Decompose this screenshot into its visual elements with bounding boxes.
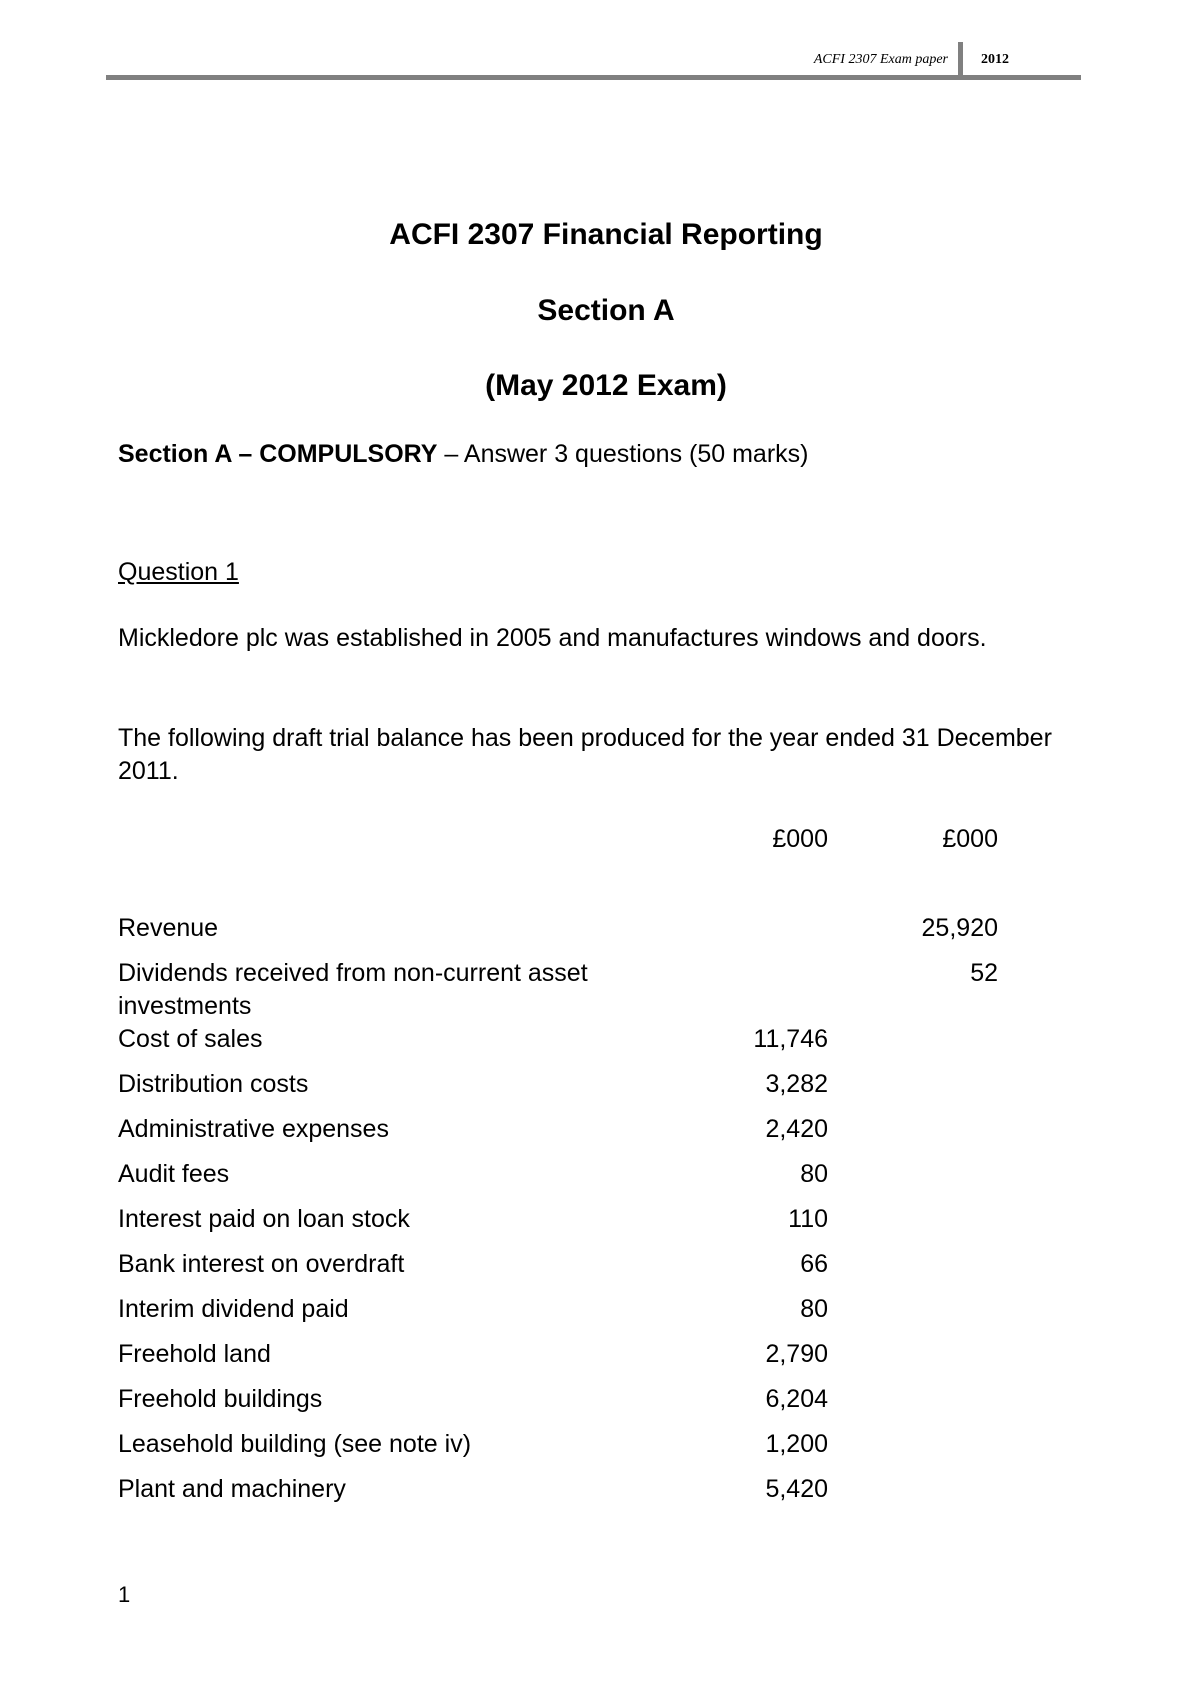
row-debit-value: 2,790: [765, 1340, 828, 1368]
row-label: Cost of sales: [118, 1025, 263, 1053]
page-header: [106, 42, 1081, 82]
row-label: Audit fees: [118, 1160, 230, 1188]
row-credit-value: [828, 1023, 998, 1068]
table-row: [118, 1023, 998, 1068]
row-credit-value: [828, 1293, 998, 1338]
row-debit-value: 66: [800, 1250, 828, 1278]
row-credit-value: [828, 1473, 998, 1518]
debit-column-header: £000: [772, 825, 828, 853]
row-label: Interest paid on loan stock: [118, 1205, 410, 1233]
row-credit-value: 52: [970, 959, 998, 987]
table-row: [118, 1248, 998, 1293]
row-label: Freehold buildings: [118, 1385, 323, 1413]
row-label: Leasehold building (see note iv): [118, 1430, 472, 1458]
header-separator: [958, 42, 963, 76]
table-row: [118, 1068, 998, 1113]
table-row: [118, 1473, 998, 1518]
table-row: [118, 1113, 998, 1158]
table-row: [118, 1158, 998, 1203]
table-row: [118, 1293, 998, 1338]
table-row: [118, 912, 998, 957]
row-label: Revenue: [118, 914, 219, 942]
row-credit-value: [828, 1158, 998, 1203]
header-year: 2012: [981, 52, 1009, 67]
section-title: Section A: [537, 294, 675, 327]
document-title: ACFI 2307 Financial Reporting: [389, 218, 823, 251]
row-label: Distribution costs: [118, 1070, 309, 1098]
row-label: Administrative expenses: [118, 1115, 389, 1143]
row-credit-value: [828, 1338, 998, 1383]
row-label: Bank interest on overdraft: [118, 1250, 405, 1278]
row-credit-value: [828, 1383, 998, 1428]
table-row: [118, 1428, 998, 1473]
row-debit-value: [698, 912, 828, 957]
table-row: [118, 1338, 998, 1383]
table-row: [118, 957, 998, 1023]
question-heading: Question 1: [118, 558, 239, 586]
row-label: Interim dividend paid: [118, 1295, 349, 1323]
row-credit-value: [828, 1203, 998, 1248]
section-instructions-bold: Section A – COMPULSORY: [118, 440, 438, 468]
header-title: ACFI 2307 Exam paper: [813, 52, 948, 67]
row-credit-value: 25,920: [921, 914, 998, 942]
row-debit-value: 1,200: [765, 1430, 828, 1458]
row-debit-value: [698, 957, 828, 1023]
header-rule: [106, 75, 1081, 80]
row-debit-value: 5,420: [765, 1475, 828, 1503]
section-instructions-rest: – Answer 3 questions (50 marks): [437, 440, 809, 468]
row-debit-value: 110: [788, 1205, 828, 1233]
row-credit-value: [828, 1113, 998, 1158]
row-debit-value: 80: [800, 1160, 828, 1188]
row-credit-value: [828, 1428, 998, 1473]
exam-title: (May 2012 Exam): [485, 369, 727, 402]
row-label: Freehold land: [118, 1340, 271, 1368]
row-debit-value: 80: [800, 1295, 828, 1323]
row-debit-value: 3,282: [765, 1070, 828, 1098]
section-instructions: [118, 440, 808, 469]
trial-balance-table: [118, 912, 998, 1518]
row-debit-value: 6,204: [765, 1385, 828, 1413]
row-label: Plant and machinery: [118, 1475, 346, 1503]
trial-balance-intro: The following draft trial balance has been produced for the year ended 31 December 2011.: [118, 724, 1052, 785]
row-debit-value: 2,420: [765, 1115, 828, 1143]
table-row: [118, 1383, 998, 1428]
credit-column-header: £000: [942, 825, 998, 853]
row-label: Dividends received from non-current asset investments: [118, 959, 588, 1020]
row-credit-value: [828, 1248, 998, 1293]
row-debit-value: 11,746: [753, 1025, 828, 1053]
page-number: 1: [118, 1582, 131, 1607]
row-credit-value: [828, 1068, 998, 1113]
question-intro: Mickledore plc was established in 2005 and manufactures windows and doors.: [118, 624, 987, 652]
table-row: [118, 1203, 998, 1248]
